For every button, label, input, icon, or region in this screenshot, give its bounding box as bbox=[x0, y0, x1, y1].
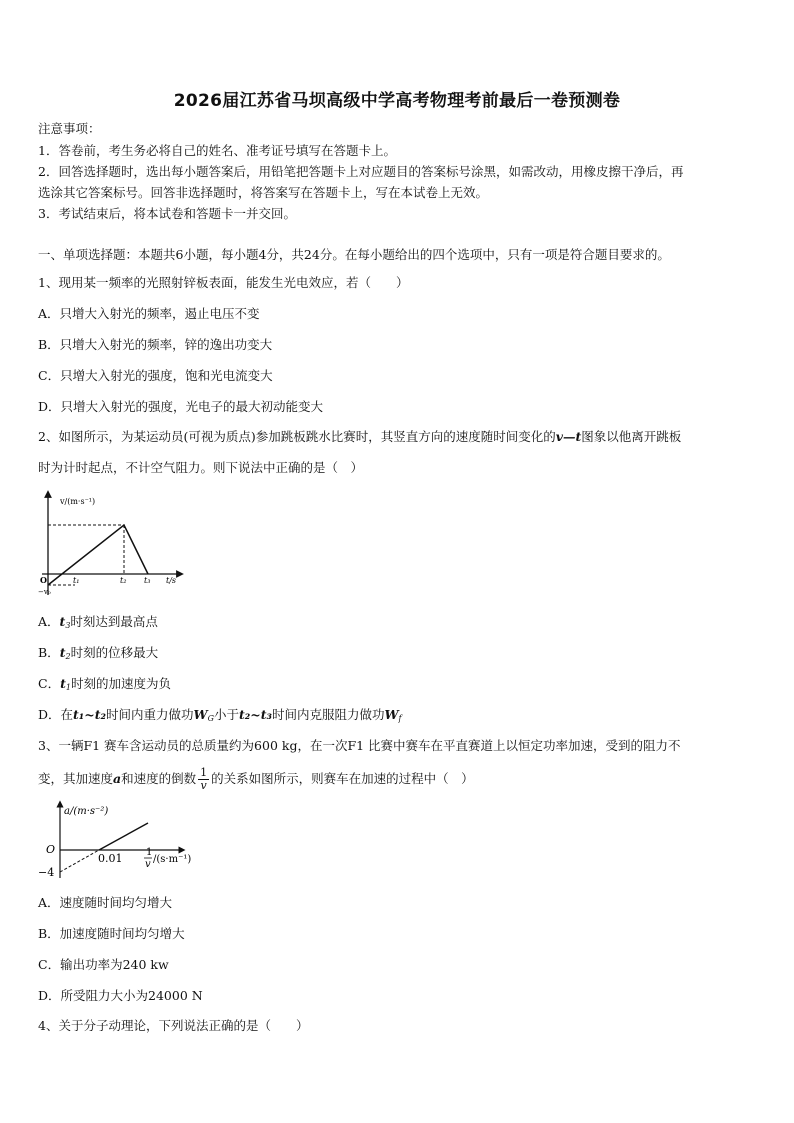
q2-a-label: A． bbox=[38, 614, 60, 629]
page-title: 2026届江苏省马坝高级中学高考物理考前最后一卷预测卷 bbox=[173, 91, 621, 111]
q3-xlabel-unit: /(s·m⁻¹) bbox=[153, 854, 192, 865]
q2-ylabel: v/(m·s⁻¹) bbox=[60, 497, 96, 506]
q1-stem: 1、现用某一频率的光照射锌板表面，能发生光电效应，若（ ） bbox=[38, 275, 409, 290]
q3-dashed-line bbox=[60, 850, 99, 872]
q2-d-wg: W bbox=[193, 707, 208, 722]
q3-stem-text-c: 的关系如图所示，则赛车在加速的过程中（ ） bbox=[211, 771, 474, 786]
q3-option-b: B．加速度随时间均匀增大 bbox=[38, 926, 185, 941]
q2-d-range2: t₂~t₃ bbox=[238, 707, 272, 722]
q2-option-a bbox=[38, 614, 158, 634]
q2-b-label: B． bbox=[38, 645, 60, 660]
q2-a-t: t bbox=[59, 614, 66, 629]
q2-d-text1: 时间内重力做功 bbox=[106, 707, 194, 722]
q2-neg-v0: −v₀ bbox=[38, 588, 51, 596]
q2-d-label: D．在 bbox=[38, 707, 74, 722]
q2-a-text: 时刻达到最高点 bbox=[70, 614, 158, 629]
q2-d-text2: 小于 bbox=[213, 707, 239, 722]
q2-b-sub: 2 bbox=[65, 652, 71, 661]
q2-stem-vt: v—t bbox=[555, 429, 582, 444]
q2-stem-line2: 时为计时起点，不计空气阻力。则下说法中正确的是（ ） bbox=[38, 460, 364, 475]
notice-heading: 注意事项： bbox=[38, 121, 101, 136]
q3-frac-num: 1 bbox=[200, 766, 208, 779]
q3-option-d: D．所受阻力大小为24000 N bbox=[38, 988, 203, 1003]
q2-stem-line1 bbox=[38, 429, 681, 445]
q2-origin: O bbox=[40, 575, 47, 585]
q3-frac-den: v bbox=[200, 779, 207, 792]
notice-item-3: 3．考试结束后，将本试卷和答题卡一并交回。 bbox=[38, 206, 296, 221]
q2-t1: t₁ bbox=[73, 576, 80, 585]
q2-xlabel: t/s bbox=[166, 576, 177, 585]
q3-xtick: 0.01 bbox=[98, 852, 123, 865]
section-heading: 一、单项选择题：本题共6小题，每小题4分，共24分。在每小题给出的四个选项中，只有一项是符合题目要求的。 bbox=[38, 247, 670, 262]
q3-stem-a: a bbox=[113, 771, 122, 786]
q3-a-inv-v-graph bbox=[34, 800, 214, 882]
q4-stem: 4、关于分子动理论，下列说法正确的是（ ） bbox=[38, 1018, 309, 1033]
q2-vt-line bbox=[48, 525, 151, 585]
q1-option-b: B．只增大入射光的频率，锌的逸出功变大 bbox=[38, 337, 273, 352]
q2-t3: t₃ bbox=[144, 576, 151, 585]
q3-origin: O bbox=[46, 843, 56, 856]
q2-a-sub: 3 bbox=[65, 621, 71, 630]
q3-xlabel-num: 1 bbox=[146, 847, 153, 858]
q2-stem-text-a: 2、如图所示，为某运动员(可视为质点)参加跳板跳水比赛时，其竖直方向的速度随时间变化的 bbox=[38, 429, 556, 444]
q1-option-d: D．只增大入射光的强度，光电子的最大初动能变大 bbox=[38, 399, 324, 414]
q3-stem-text-b: 和速度的倒数 bbox=[121, 771, 197, 786]
q2-c-label: C． bbox=[38, 676, 61, 691]
q1-option-a: A．只增大入射光的频率，遏止电压不变 bbox=[38, 306, 260, 321]
q2-option-d bbox=[38, 707, 402, 727]
q2-vt-graph bbox=[38, 490, 188, 600]
q2-d-wf-sub: f bbox=[398, 714, 402, 723]
q2-d-range1: t₁~t₂ bbox=[73, 707, 107, 722]
notice-item-1: 1．答卷前，考生务必将自己的姓名、准考证号填写在答题卡上。 bbox=[38, 143, 396, 158]
notice-item-2-cont: 选涂其它答案标号。回答非选择题时，将答案写在答题卡上，写在本试卷上无效。 bbox=[38, 185, 489, 200]
q2-d-wf: W bbox=[384, 707, 399, 722]
q2-b-text: 时刻的位移最大 bbox=[70, 645, 159, 660]
q3-stem-line1: 3、一辆F1 赛车含运动员的总质量约为600 kg，在一次F1 比赛中赛车在平直赛道上以恒定功率加速，受到的阻力不 bbox=[38, 738, 681, 753]
q2-c-text: 时刻的加速度为负 bbox=[70, 676, 171, 691]
q3-xlabel-den: v bbox=[145, 859, 151, 870]
q3-option-c: C．输出功率为240 kw bbox=[38, 957, 169, 972]
q3-option-a: A．速度随时间均匀增大 bbox=[38, 895, 173, 910]
q2-c-t: t bbox=[60, 676, 66, 691]
q3-solid-line bbox=[99, 823, 148, 850]
q2-b-t: t bbox=[59, 645, 66, 660]
notice-item-2: 2．回答选择题时，选出每小题答案后，用铅笔把答题卡上对应题目的答案标号涂黑，如需改动，用橡皮擦干净后，再 bbox=[38, 164, 684, 179]
q3-neg4: −4 bbox=[38, 866, 55, 879]
q2-t2: t₂ bbox=[120, 576, 127, 585]
q2-c-sub: 1 bbox=[65, 683, 71, 692]
q3-stem-fraction bbox=[198, 767, 209, 792]
q3-stem-text-a: 变，其加速度 bbox=[38, 771, 114, 786]
q1-option-c: C．只增大入射光的强度，饱和光电流变大 bbox=[38, 368, 273, 383]
q2-d-text3: 时间内克服阻力做功 bbox=[271, 707, 385, 722]
q2-option-c bbox=[38, 676, 171, 696]
q2-d-wg-sub: G bbox=[207, 714, 214, 723]
q3-stem-line2 bbox=[38, 767, 474, 792]
q3-ylabel: a/(m·s⁻²) bbox=[64, 806, 109, 817]
q2-option-b bbox=[38, 645, 158, 665]
q2-stem-text-b: 图象以他离开跳板 bbox=[581, 429, 682, 444]
